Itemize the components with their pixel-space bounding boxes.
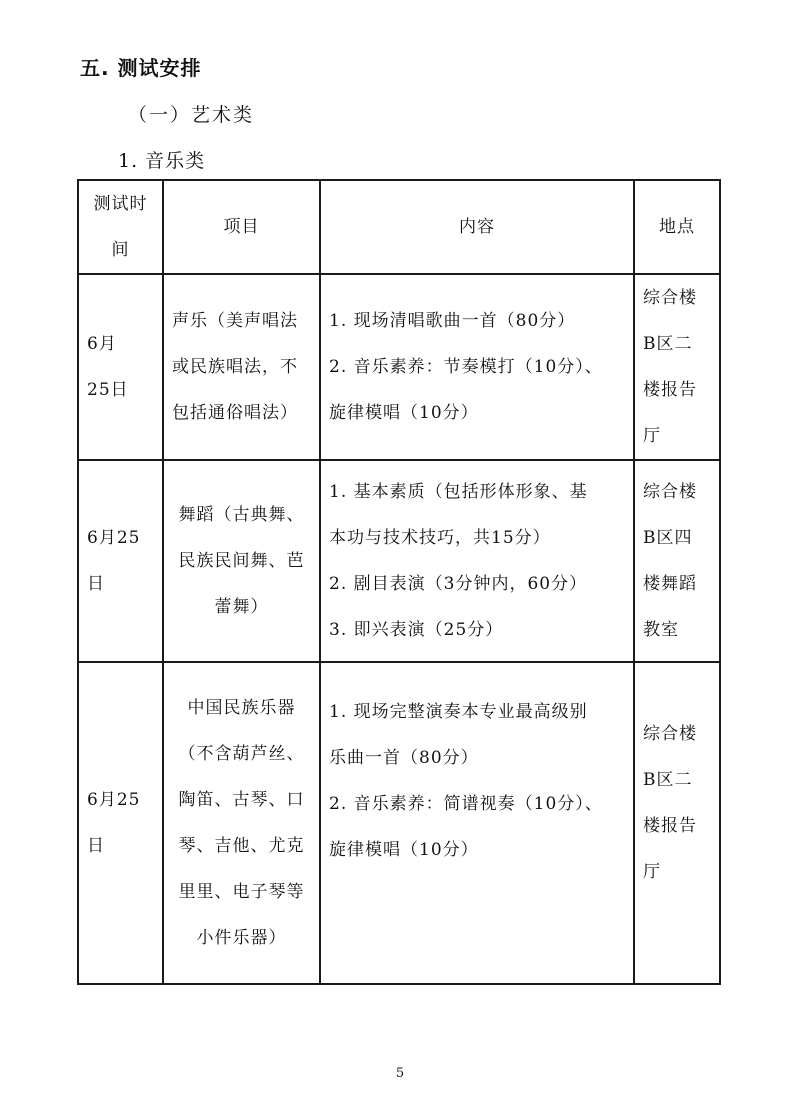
place-line: 厅 (643, 426, 661, 446)
place-line: 综合楼 (643, 288, 697, 308)
row-place (634, 662, 720, 984)
time-line: 6月 (87, 334, 117, 354)
content-line: 2. 剧目表演（3分钟内，60分） (329, 574, 588, 594)
item-line: 声乐（美声唱法 (172, 311, 298, 331)
row-item (163, 460, 320, 662)
place-line: B区二 (643, 334, 693, 354)
table-row (78, 460, 720, 662)
place-line: 楼报告 (643, 380, 697, 400)
row-place (634, 460, 720, 662)
content-line: 1. 基本素质（包括形体形象、基 (329, 482, 588, 502)
page-number: 5 (395, 1066, 405, 1081)
content-line: 1. 现场完整演奏本专业最高级别 (329, 702, 588, 722)
item-line: 中国民族乐器 (187, 698, 296, 718)
place-line: 教室 (643, 620, 679, 640)
place-line: B区二 (643, 770, 693, 790)
row-time (78, 662, 163, 984)
item-line: 陶笛、古琴、口 (178, 790, 305, 810)
item-line: 舞蹈（古典舞、 (178, 505, 305, 525)
section-title: 五. 测试安排 (80, 56, 202, 80)
content-line: 本功与技术技巧，共15分） (329, 528, 551, 548)
header-place: 地点 (634, 180, 720, 274)
place-line: B区四 (643, 528, 693, 548)
header-item: 项目 (163, 180, 320, 274)
item-line: 民族民间舞、芭 (178, 551, 305, 571)
content-line: 旋律模唱（10分） (329, 840, 479, 860)
item-line: （不含葫芦丝、 (178, 744, 305, 764)
category-title: 1. 音乐类 (118, 150, 206, 172)
time-line: 6月25 (87, 528, 141, 548)
row-content (320, 460, 634, 662)
place-line: 综合楼 (643, 724, 697, 744)
row-item (163, 274, 320, 460)
content-line: 旋律模唱（10分） (329, 403, 479, 423)
time-line: 25日 (87, 380, 129, 400)
table-row (78, 274, 720, 460)
content-line: 2. 音乐素养：节奏模打（10分）、 (329, 357, 603, 377)
content-line: 乐曲一首（80分） (329, 748, 479, 768)
row-content (320, 274, 634, 460)
row-time (78, 274, 163, 460)
time-line: 日 (87, 574, 105, 594)
content-line: 2. 音乐素养：简谱视奏（10分）、 (329, 794, 603, 814)
item-line: 里里、电子琴等 (178, 882, 305, 902)
row-content (320, 662, 634, 984)
item-line: 琴、吉他、尤克 (178, 836, 305, 856)
content-line: 1. 现场清唱歌曲一首（80分） (329, 311, 576, 331)
place-line: 楼报告 (643, 816, 697, 836)
header-time: 测试时间 (78, 180, 163, 274)
time-line: 日 (87, 836, 105, 856)
row-place (634, 274, 720, 460)
item-line: 或民族唱法，不 (172, 357, 298, 377)
place-line: 综合楼 (643, 482, 697, 502)
place-line: 厅 (643, 862, 661, 882)
row-time (78, 460, 163, 662)
table-row (78, 662, 720, 984)
item-line: 包括通俗唱法） (172, 403, 298, 423)
header-content: 内容 (320, 180, 634, 274)
row-item (163, 662, 320, 984)
schedule-table (77, 179, 721, 985)
item-line: 小件乐器） (196, 928, 287, 948)
content-line: 3. 即兴表演（25分） (329, 620, 504, 640)
place-line: 楼舞蹈 (643, 574, 697, 594)
table-header-row (78, 180, 720, 274)
subsection-title: （一）艺术类 (128, 104, 255, 126)
time-line: 6月25 (87, 790, 141, 810)
item-line: 蕾舞） (214, 597, 269, 617)
